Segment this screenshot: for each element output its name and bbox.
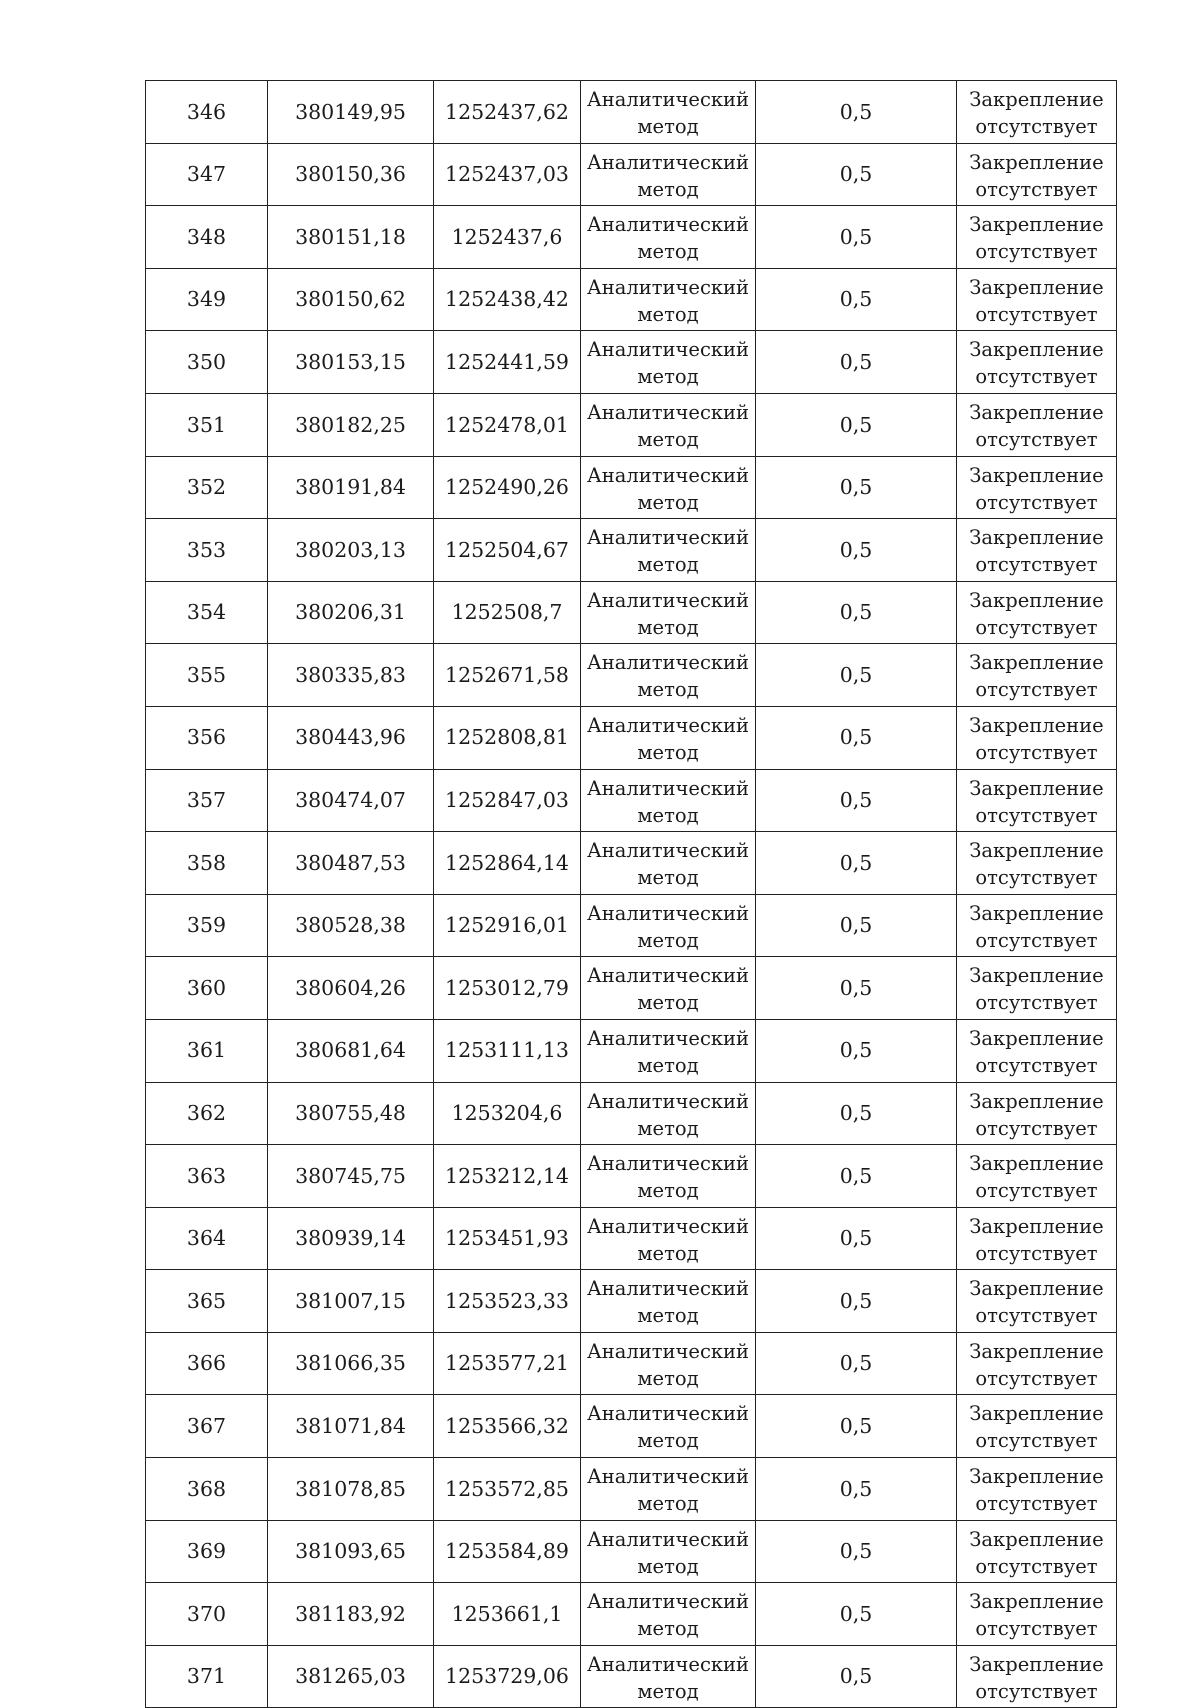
point-number-cell: 354: [146, 581, 268, 644]
x-coordinate-cell: 380191,84: [268, 456, 434, 519]
point-number-cell: 364: [146, 1207, 268, 1270]
point-number-cell: 365: [146, 1270, 268, 1333]
x-coordinate-cell: 381071,84: [268, 1395, 434, 1458]
point-number-cell: 350: [146, 331, 268, 394]
x-coordinate-cell: 380150,36: [268, 143, 434, 206]
precision-cell: 0,5: [756, 393, 957, 456]
fixing-description-cell: Закрепление отсутствует: [957, 1458, 1117, 1521]
point-number-cell: 363: [146, 1145, 268, 1208]
precision-cell: 0,5: [756, 894, 957, 957]
precision-cell: 0,5: [756, 268, 957, 331]
point-number-cell: 353: [146, 519, 268, 582]
method-cell: Аналитический метод: [581, 1520, 756, 1583]
y-coordinate-cell: 1253729,06: [434, 1645, 581, 1708]
point-number-cell: 369: [146, 1520, 268, 1583]
y-coordinate-cell: 1253012,79: [434, 957, 581, 1020]
fixing-description-cell: Закрепление отсутствует: [957, 1270, 1117, 1333]
y-coordinate-cell: 1252864,14: [434, 832, 581, 895]
point-number-cell: 368: [146, 1458, 268, 1521]
table-row: [146, 1207, 1117, 1270]
fixing-description-cell: Закрепление отсутствует: [957, 268, 1117, 331]
point-number-cell: 366: [146, 1332, 268, 1395]
y-coordinate-cell: 1252437,03: [434, 143, 581, 206]
fixing-description-cell: Закрепление отсутствует: [957, 1332, 1117, 1395]
table-row: [146, 331, 1117, 394]
table-row: [146, 393, 1117, 456]
precision-cell: 0,5: [756, 1332, 957, 1395]
y-coordinate-cell: 1253584,89: [434, 1520, 581, 1583]
point-number-cell: 351: [146, 393, 268, 456]
y-coordinate-cell: 1252916,01: [434, 894, 581, 957]
x-coordinate-cell: 380487,53: [268, 832, 434, 895]
method-cell: Аналитический метод: [581, 1583, 756, 1646]
fixing-description-cell: Закрепление отсутствует: [957, 706, 1117, 769]
method-cell: Аналитический метод: [581, 456, 756, 519]
precision-cell: 0,5: [756, 644, 957, 707]
precision-cell: 0,5: [756, 81, 957, 144]
point-number-cell: 352: [146, 456, 268, 519]
point-number-cell: 355: [146, 644, 268, 707]
x-coordinate-cell: 380528,38: [268, 894, 434, 957]
table-row: [146, 1645, 1117, 1708]
method-cell: Аналитический метод: [581, 393, 756, 456]
point-number-cell: 348: [146, 206, 268, 269]
table-row: [146, 706, 1117, 769]
method-cell: Аналитический метод: [581, 331, 756, 394]
fixing-description-cell: Закрепление отсутствует: [957, 769, 1117, 832]
table-row: [146, 832, 1117, 895]
point-number-cell: 367: [146, 1395, 268, 1458]
x-coordinate-cell: 380149,95: [268, 81, 434, 144]
method-cell: Аналитический метод: [581, 1270, 756, 1333]
table-row: [146, 143, 1117, 206]
fixing-description-cell: Закрепление отсутствует: [957, 832, 1117, 895]
method-cell: Аналитический метод: [581, 832, 756, 895]
precision-cell: 0,5: [756, 1082, 957, 1145]
fixing-description-cell: Закрепление отсутствует: [957, 456, 1117, 519]
y-coordinate-cell: 1252847,03: [434, 769, 581, 832]
y-coordinate-cell: 1252438,42: [434, 268, 581, 331]
point-number-cell: 346: [146, 81, 268, 144]
table-row: [146, 206, 1117, 269]
table-row: [146, 268, 1117, 331]
precision-cell: 0,5: [756, 1207, 957, 1270]
table-row: [146, 1145, 1117, 1208]
table-row: [146, 957, 1117, 1020]
x-coordinate-cell: 380443,96: [268, 706, 434, 769]
x-coordinate-cell: 381265,03: [268, 1645, 434, 1708]
fixing-description-cell: Закрепление отсутствует: [957, 1082, 1117, 1145]
fixing-description-cell: Закрепление отсутствует: [957, 581, 1117, 644]
table-row: [146, 769, 1117, 832]
precision-cell: 0,5: [756, 1645, 957, 1708]
table-row: [146, 1458, 1117, 1521]
method-cell: Аналитический метод: [581, 1207, 756, 1270]
method-cell: Аналитический метод: [581, 1082, 756, 1145]
precision-cell: 0,5: [756, 456, 957, 519]
y-coordinate-cell: 1253451,93: [434, 1207, 581, 1270]
y-coordinate-cell: 1253111,13: [434, 1019, 581, 1082]
fixing-description-cell: Закрепление отсутствует: [957, 206, 1117, 269]
table-row: [146, 644, 1117, 707]
x-coordinate-cell: 381078,85: [268, 1458, 434, 1521]
fixing-description-cell: Закрепление отсутствует: [957, 393, 1117, 456]
table-row: [146, 81, 1117, 144]
fixing-description-cell: Закрепление отсутствует: [957, 1207, 1117, 1270]
y-coordinate-cell: 1252441,59: [434, 331, 581, 394]
precision-cell: 0,5: [756, 1458, 957, 1521]
method-cell: Аналитический метод: [581, 206, 756, 269]
method-cell: Аналитический метод: [581, 1332, 756, 1395]
fixing-description-cell: Закрепление отсутствует: [957, 331, 1117, 394]
point-number-cell: 361: [146, 1019, 268, 1082]
y-coordinate-cell: 1252808,81: [434, 706, 581, 769]
fixing-description-cell: Закрепление отсутствует: [957, 1520, 1117, 1583]
fixing-description-cell: Закрепление отсутствует: [957, 1645, 1117, 1708]
y-coordinate-cell: 1252437,6: [434, 206, 581, 269]
point-number-cell: 349: [146, 268, 268, 331]
point-number-cell: 371: [146, 1645, 268, 1708]
method-cell: Аналитический метод: [581, 1458, 756, 1521]
y-coordinate-cell: 1253572,85: [434, 1458, 581, 1521]
point-number-cell: 362: [146, 1082, 268, 1145]
x-coordinate-cell: 380150,62: [268, 268, 434, 331]
point-number-cell: 370: [146, 1583, 268, 1646]
fixing-description-cell: Закрепление отсутствует: [957, 143, 1117, 206]
y-coordinate-cell: 1252671,58: [434, 644, 581, 707]
y-coordinate-cell: 1253523,33: [434, 1270, 581, 1333]
fixing-description-cell: Закрепление отсутствует: [957, 957, 1117, 1020]
y-coordinate-cell: 1253661,1: [434, 1583, 581, 1646]
x-coordinate-cell: 381183,92: [268, 1583, 434, 1646]
y-coordinate-cell: 1253204,6: [434, 1082, 581, 1145]
precision-cell: 0,5: [756, 519, 957, 582]
table-row: [146, 519, 1117, 582]
method-cell: Аналитический метод: [581, 81, 756, 144]
point-number-cell: 358: [146, 832, 268, 895]
table-row: [146, 1270, 1117, 1333]
x-coordinate-cell: 380604,26: [268, 957, 434, 1020]
method-cell: Аналитический метод: [581, 1645, 756, 1708]
coordinates-table: [145, 80, 1117, 1708]
precision-cell: 0,5: [756, 1583, 957, 1646]
coordinates-table-body: [146, 81, 1117, 1708]
point-number-cell: 347: [146, 143, 268, 206]
x-coordinate-cell: 380755,48: [268, 1082, 434, 1145]
x-coordinate-cell: 380681,64: [268, 1019, 434, 1082]
point-number-cell: 357: [146, 769, 268, 832]
precision-cell: 0,5: [756, 331, 957, 394]
x-coordinate-cell: 380182,25: [268, 393, 434, 456]
y-coordinate-cell: 1252490,26: [434, 456, 581, 519]
fixing-description-cell: Закрепление отсутствует: [957, 81, 1117, 144]
table-row: [146, 894, 1117, 957]
method-cell: Аналитический метод: [581, 644, 756, 707]
x-coordinate-cell: 380151,18: [268, 206, 434, 269]
table-row: [146, 1332, 1117, 1395]
x-coordinate-cell: 381007,15: [268, 1270, 434, 1333]
y-coordinate-cell: 1253212,14: [434, 1145, 581, 1208]
method-cell: Аналитический метод: [581, 957, 756, 1020]
precision-cell: 0,5: [756, 1520, 957, 1583]
x-coordinate-cell: 380153,15: [268, 331, 434, 394]
method-cell: Аналитический метод: [581, 143, 756, 206]
x-coordinate-cell: 380335,83: [268, 644, 434, 707]
x-coordinate-cell: 380474,07: [268, 769, 434, 832]
table-row: [146, 581, 1117, 644]
x-coordinate-cell: 380203,13: [268, 519, 434, 582]
method-cell: Аналитический метод: [581, 581, 756, 644]
table-row: [146, 1395, 1117, 1458]
point-number-cell: 360: [146, 957, 268, 1020]
x-coordinate-cell: 381066,35: [268, 1332, 434, 1395]
point-number-cell: 359: [146, 894, 268, 957]
precision-cell: 0,5: [756, 1395, 957, 1458]
precision-cell: 0,5: [756, 1145, 957, 1208]
method-cell: Аналитический метод: [581, 894, 756, 957]
y-coordinate-cell: 1252437,62: [434, 81, 581, 144]
y-coordinate-cell: 1252504,67: [434, 519, 581, 582]
table-row: [146, 1520, 1117, 1583]
table-row: [146, 1082, 1117, 1145]
x-coordinate-cell: 380745,75: [268, 1145, 434, 1208]
precision-cell: 0,5: [756, 832, 957, 895]
x-coordinate-cell: 381093,65: [268, 1520, 434, 1583]
precision-cell: 0,5: [756, 1019, 957, 1082]
precision-cell: 0,5: [756, 706, 957, 769]
fixing-description-cell: Закрепление отсутствует: [957, 894, 1117, 957]
y-coordinate-cell: 1253577,21: [434, 1332, 581, 1395]
fixing-description-cell: Закрепление отсутствует: [957, 644, 1117, 707]
x-coordinate-cell: 380939,14: [268, 1207, 434, 1270]
precision-cell: 0,5: [756, 1270, 957, 1333]
y-coordinate-cell: 1252478,01: [434, 393, 581, 456]
precision-cell: 0,5: [756, 581, 957, 644]
method-cell: Аналитический метод: [581, 1019, 756, 1082]
y-coordinate-cell: 1252508,7: [434, 581, 581, 644]
precision-cell: 0,5: [756, 769, 957, 832]
y-coordinate-cell: 1253566,32: [434, 1395, 581, 1458]
fixing-description-cell: Закрепление отсутствует: [957, 519, 1117, 582]
fixing-description-cell: Закрепление отсутствует: [957, 1145, 1117, 1208]
precision-cell: 0,5: [756, 143, 957, 206]
precision-cell: 0,5: [756, 957, 957, 1020]
table-row: [146, 456, 1117, 519]
method-cell: Аналитический метод: [581, 1395, 756, 1458]
fixing-description-cell: Закрепление отсутствует: [957, 1395, 1117, 1458]
table-row: [146, 1019, 1117, 1082]
method-cell: Аналитический метод: [581, 769, 756, 832]
table-row: [146, 1583, 1117, 1646]
fixing-description-cell: Закрепление отсутствует: [957, 1583, 1117, 1646]
precision-cell: 0,5: [756, 206, 957, 269]
method-cell: Аналитический метод: [581, 268, 756, 331]
method-cell: Аналитический метод: [581, 519, 756, 582]
fixing-description-cell: Закрепление отсутствует: [957, 1019, 1117, 1082]
x-coordinate-cell: 380206,31: [268, 581, 434, 644]
method-cell: Аналитический метод: [581, 706, 756, 769]
point-number-cell: 356: [146, 706, 268, 769]
method-cell: Аналитический метод: [581, 1145, 756, 1208]
